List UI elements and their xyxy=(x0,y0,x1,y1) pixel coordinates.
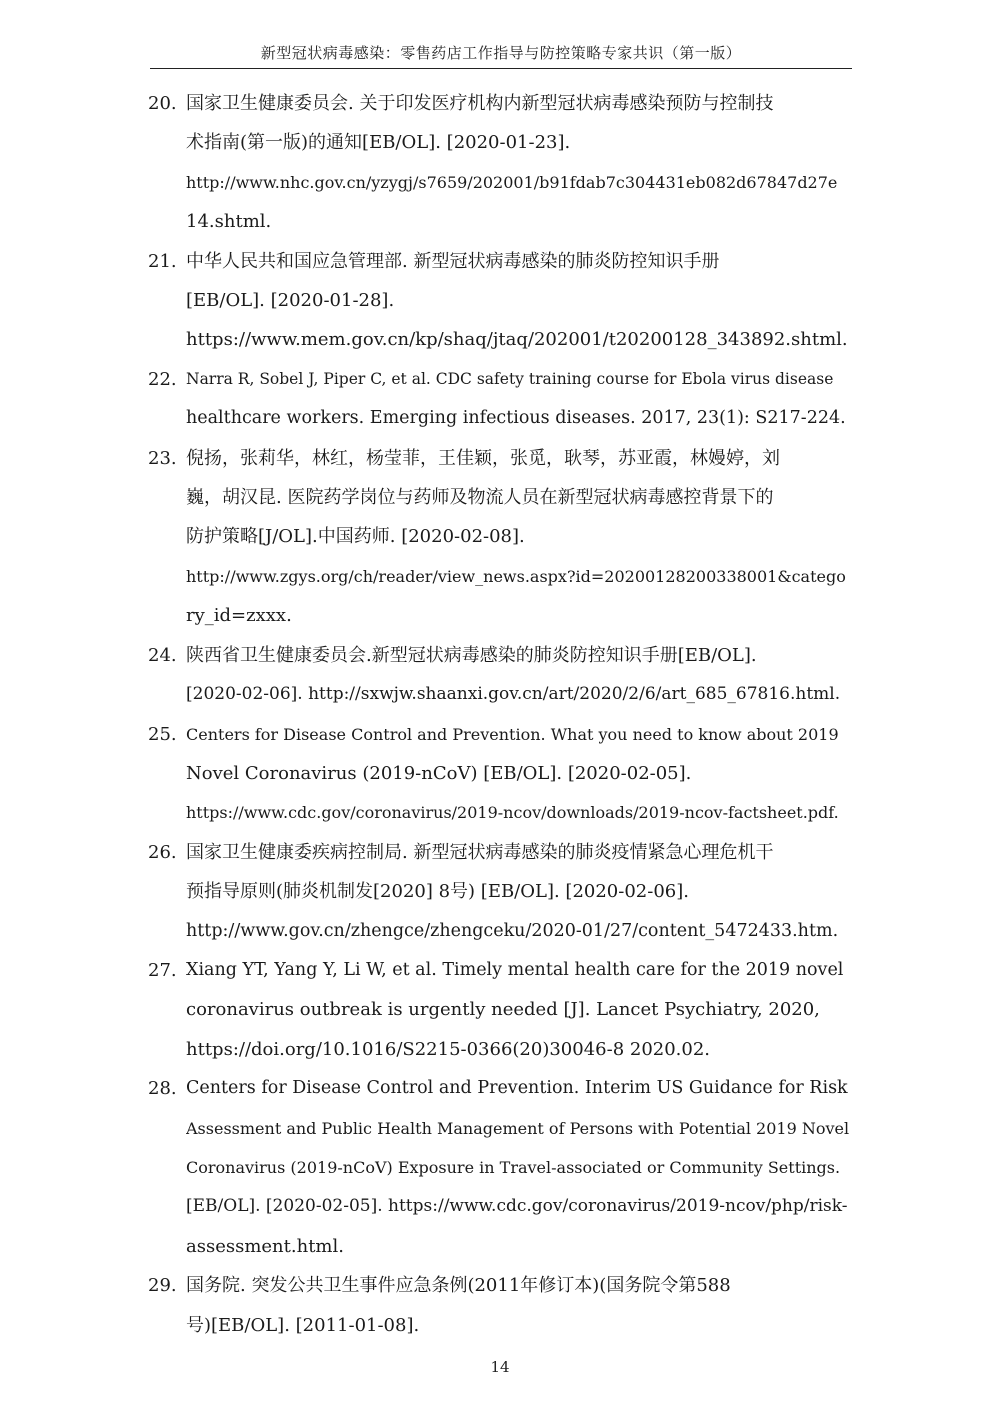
reference-line: Assessment and Public Health Management of Persons with Potential 2019 Novel xyxy=(186,1118,850,1138)
reference-line: Xiang YT, Yang Y, Li W, et al. Timely mental health care for the 2019 novel xyxy=(186,959,844,980)
reference-line: Centers for Disease Control and Prevention. Interim US Guidance for Risk xyxy=(186,1078,848,1099)
reference-line: 号)[EB/OL]. [2011-01-08]. xyxy=(186,1314,420,1336)
reference-line: 14.shtml. xyxy=(186,211,272,233)
reference-line: https://www.mem.gov.cn/kp/shaq/jtaq/202001/t20200128_343892.shtml. xyxy=(186,329,848,351)
reference-number: 23. xyxy=(148,447,177,469)
header-rule xyxy=(150,68,852,69)
reference-number: 26. xyxy=(148,841,177,863)
reference-line: http://www.gov.cn/zhengce/zhengceku/2020-01/27/content_5472433.htm. xyxy=(186,920,839,941)
reference-number: 22. xyxy=(148,368,177,390)
reference-number: 29. xyxy=(148,1275,177,1297)
reference-line: 陕西省卫生健康委员会.新型冠状病毒感染的肺炎防控知识手册[EB/OL]. xyxy=(186,644,757,666)
page-number: 14 xyxy=(490,1358,510,1376)
reference-item xyxy=(148,439,850,636)
reference-item xyxy=(148,636,850,715)
reference-line: 国家卫生健康委员会. 关于印发医疗机构内新型冠状病毒感染预防与控制技 xyxy=(186,93,774,114)
reference-line: http://www.nhc.gov.cn/yzygj/s7659/202001/b91fdab7c304431eb082d67847d27e xyxy=(186,172,838,192)
reference-list xyxy=(148,84,850,1345)
reference-line: 国家卫生健康委疾病控制局. 新型冠状病毒感染的肺炎疫情紧急心理危机干 xyxy=(186,841,774,863)
reference-item xyxy=(148,84,850,242)
reference-line: Coronavirus (2019-nCoV) Exposure in Travel-associated or Community Settings. xyxy=(186,1157,841,1177)
reference-number: 20. xyxy=(148,93,177,114)
reference-item xyxy=(148,1266,850,1345)
running-header: 新型冠状病毒感染：零售药店工作指导与防控策略专家共识（第一版） xyxy=(260,44,742,62)
reference-line: Novel Coronavirus (2019-nCoV) [EB/OL]. [2020-02-05]. xyxy=(186,762,692,784)
reference-line: Narra R, Sobel J, Piper C, et al. CDC safety training course for Ebola virus disease xyxy=(186,369,834,388)
reference-number: 27. xyxy=(148,959,177,981)
reference-line: assessment.html. xyxy=(186,1235,344,1257)
reference-line: 巍，胡汉昆. 医院药学岗位与药师及物流人员在新型冠状病毒感控背景下的 xyxy=(186,487,774,509)
reference-line: ry_id=zxxx. xyxy=(186,605,292,627)
reference-line: Centers for Disease Control and Prevention. What you need to know about 2019 xyxy=(186,724,839,744)
reference-line: 中华人民共和国应急管理部. 新型冠状病毒感染的肺炎防控知识手册 xyxy=(186,250,720,272)
reference-item xyxy=(148,242,850,360)
reference-item xyxy=(148,360,850,439)
reference-line: https://doi.org/10.1016/S2215-0366(20)30046-8 2020.02. xyxy=(186,1038,711,1060)
reference-item xyxy=(148,951,850,1069)
reference-line: 国务院. 突发公共卫生事件应急条例(2011年修订本)(国务院令第588 xyxy=(186,1275,731,1297)
reference-item xyxy=(148,1069,850,1266)
reference-line: coronavirus outbreak is urgently needed [J]. Lancet Psychiatry, 2020, xyxy=(186,999,820,1021)
reference-item xyxy=(148,833,850,951)
reference-number: 24. xyxy=(148,644,177,666)
reference-line: https://www.cdc.gov/coronavirus/2019-ncov/downloads/2019-ncov-factsheet.pdf. xyxy=(186,803,839,823)
reference-line: [EB/OL]. [2020-02-05]. https://www.cdc.gov/coronavirus/2019-ncov/php/risk- xyxy=(186,1196,848,1217)
reference-line: [EB/OL]. [2020-01-28]. xyxy=(186,290,395,312)
reference-line: 预指导原则(肺炎机制发[2020] 8号) [EB/OL]. [2020-02-06]. xyxy=(186,881,689,903)
reference-line: 倪扬，张莉华，林红，杨莹菲，王佳颖，张觅，耿琴，苏亚霞，林嫚婷，刘 xyxy=(186,447,780,469)
reference-line: http://www.zgys.org/ch/reader/view_news.aspx?id=20200128200338001&catego xyxy=(186,566,846,586)
reference-line: 术指南(第一版)的通知[EB/OL]. [2020-01-23]. xyxy=(186,132,571,154)
reference-line: 防护策略[J/OL].中国药师. [2020-02-08]. xyxy=(186,526,525,548)
reference-number: 21. xyxy=(148,250,177,272)
reference-line: healthcare workers. Emerging infectious diseases. 2017, 23(1): S217-224. xyxy=(186,408,846,429)
reference-line: [2020-02-06]. http://sxwjw.shaanxi.gov.cn/art/2020/2/6/art_685_67816.html. xyxy=(186,684,841,705)
reference-number: 25. xyxy=(148,723,177,745)
reference-number: 28. xyxy=(148,1078,177,1100)
reference-item xyxy=(148,715,850,833)
